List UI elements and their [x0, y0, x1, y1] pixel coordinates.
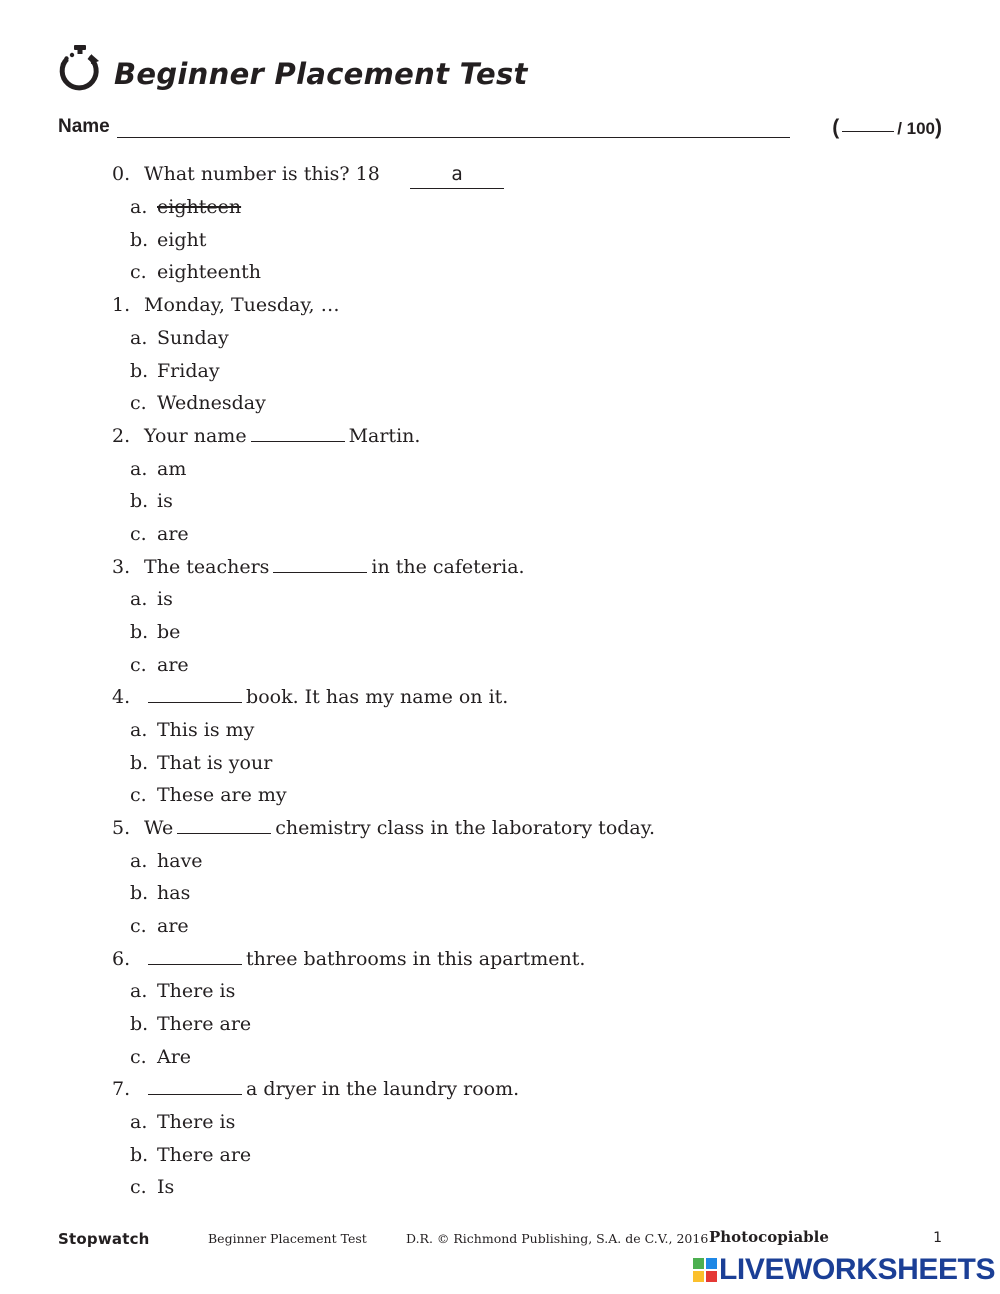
option-letter: a. [130, 980, 148, 1002]
question-5 [112, 812, 655, 844]
score-box [832, 116, 942, 140]
question-4 [112, 681, 508, 713]
question-2-option-a[interactable] [130, 453, 186, 485]
page-title: Beginner Placement Test [114, 57, 528, 91]
question-text-after: book. It has my name on it. [246, 686, 509, 708]
option-letter: a. [130, 1111, 148, 1133]
stopwatch-icon [58, 43, 102, 97]
question-6-option-a[interactable] [130, 975, 235, 1007]
option-letter: b. [130, 1144, 149, 1166]
question-number: 1. [112, 294, 131, 316]
option-letter: b. [130, 1013, 149, 1035]
option-text: has [157, 882, 191, 904]
score-open-paren: ( [832, 116, 840, 139]
page-number: 1 [933, 1230, 942, 1246]
question-2-option-c[interactable] [130, 518, 189, 550]
answer-blank[interactable] [148, 684, 242, 703]
page-header [58, 42, 528, 98]
option-text: There are [157, 1013, 252, 1035]
option-text: Friday [157, 360, 220, 382]
option-text: are [157, 654, 189, 676]
question-5-option-a[interactable] [130, 845, 203, 877]
question-3-option-c[interactable] [130, 649, 189, 681]
option-letter: c. [130, 1046, 147, 1068]
option-text: are [157, 523, 189, 545]
option-text: have [157, 850, 203, 872]
option-letter: b. [130, 490, 149, 512]
question-text-before: The teachers [144, 556, 270, 578]
option-text: be [157, 621, 181, 643]
brand-text: Stopwatch [58, 1230, 150, 1248]
option-letter: a. [130, 458, 148, 480]
question-text-after: in the cafeteria. [371, 556, 525, 578]
question-4-option-a[interactable] [130, 714, 254, 746]
question-text-after: three bathrooms in this apartment. [246, 948, 586, 970]
option-letter: a. [130, 327, 148, 349]
question-7 [112, 1073, 519, 1105]
option-letter: b. [130, 882, 149, 904]
question-text: What number is this? 18 [144, 163, 380, 185]
answer-blank[interactable] [251, 423, 345, 442]
score-close-paren: ) [935, 116, 942, 139]
question-number: 4. [112, 686, 131, 708]
question-number: 0. [112, 163, 131, 185]
option-letter: c. [130, 392, 147, 414]
name-row [58, 116, 942, 142]
option-text: are [157, 915, 189, 937]
copyright-text: D.R. © Richmond Publishing, S.A. de C.V., 2016 [406, 1231, 709, 1246]
question-number: 2. [112, 425, 131, 447]
question-number: 7. [112, 1078, 131, 1100]
option-text: am [157, 458, 187, 480]
option-text: Wednesday [157, 392, 266, 414]
question-text-after: a dryer in the laundry room. [246, 1078, 520, 1100]
question-4-option-c[interactable] [130, 779, 287, 811]
example-option-a [130, 191, 241, 223]
question-number: 6. [112, 948, 131, 970]
question-6 [112, 943, 585, 975]
liveworksheets-watermark [693, 1253, 996, 1286]
question-4-option-b[interactable] [130, 747, 272, 779]
question-number: 5. [112, 817, 131, 839]
option-text: There is [157, 980, 236, 1002]
question-text-after: chemistry class in the laboratory today. [275, 817, 655, 839]
question-5-option-b[interactable] [130, 877, 190, 909]
question-6-option-c[interactable] [130, 1041, 191, 1073]
option-text: This is my [157, 719, 255, 741]
question-text-before: We [144, 817, 174, 839]
question-1-option-a[interactable] [130, 322, 229, 354]
question-2 [112, 420, 420, 452]
option-text: That is your [157, 752, 273, 774]
option-text: eight [157, 229, 207, 251]
name-label: Name [58, 116, 110, 137]
liveworksheets-logo-icon [693, 1258, 717, 1282]
option-letter: a. [130, 588, 148, 610]
option-letter: c. [130, 261, 147, 283]
option-letter: c. [130, 915, 147, 937]
option-text: eighteenth [157, 261, 261, 283]
question-3-option-b[interactable] [130, 616, 180, 648]
question-text: Monday, Tuesday, … [144, 294, 340, 316]
option-text: Sunday [157, 327, 229, 349]
answer-blank[interactable] [177, 815, 271, 834]
option-text: There is [157, 1111, 236, 1133]
question-1-option-b[interactable] [130, 355, 220, 387]
option-letter: c. [130, 784, 147, 806]
photocopiable-label: Photocopiable [709, 1228, 829, 1246]
question-1-option-c[interactable] [130, 387, 266, 419]
option-letter: a. [130, 196, 148, 218]
example-option-b [130, 224, 206, 256]
question-6-option-b[interactable] [130, 1008, 251, 1040]
option-letter: b. [130, 229, 149, 251]
option-letter: c. [130, 654, 147, 676]
footer-title: Beginner Placement Test [208, 1231, 367, 1246]
example-answer[interactable]: a [410, 160, 504, 189]
option-letter: c. [130, 523, 147, 545]
option-text: Is [157, 1176, 175, 1198]
option-text: There are [157, 1144, 252, 1166]
option-text: These are my [157, 784, 287, 806]
question-text-before: Your name [144, 425, 247, 447]
option-letter: b. [130, 752, 149, 774]
question-7-option-b[interactable] [130, 1139, 251, 1171]
question-5-option-c[interactable] [130, 910, 189, 942]
option-letter: b. [130, 360, 149, 382]
option-letter: c. [130, 1176, 147, 1198]
question-text-after: Martin. [348, 425, 421, 447]
question-3-option-a[interactable] [130, 583, 173, 615]
example-option-c [130, 256, 261, 288]
name-input[interactable] [117, 137, 790, 138]
stopwatch-brand-logo [58, 1230, 150, 1248]
option-letter: b. [130, 621, 149, 643]
option-letter: a. [130, 719, 148, 741]
option-text: Are [157, 1046, 192, 1068]
answer-blank[interactable] [148, 946, 242, 965]
question-7-option-c[interactable] [130, 1171, 174, 1203]
question-2-option-b[interactable] [130, 485, 173, 517]
question-number: 3. [112, 556, 131, 578]
option-letter: a. [130, 850, 148, 872]
option-text: eighteen [157, 196, 242, 218]
liveworksheets-text: LIVEWORKSHEETS [719, 1253, 996, 1286]
score-input[interactable] [842, 115, 894, 132]
page-footer [58, 1228, 942, 1250]
option-text: is [157, 490, 173, 512]
answer-blank[interactable] [273, 554, 367, 573]
answer-blank[interactable] [148, 1076, 242, 1095]
score-total: / 100 [897, 119, 935, 138]
option-text: is [157, 588, 173, 610]
question-7-option-a[interactable] [130, 1106, 235, 1138]
question-3 [112, 551, 525, 583]
question-1 [112, 289, 340, 321]
